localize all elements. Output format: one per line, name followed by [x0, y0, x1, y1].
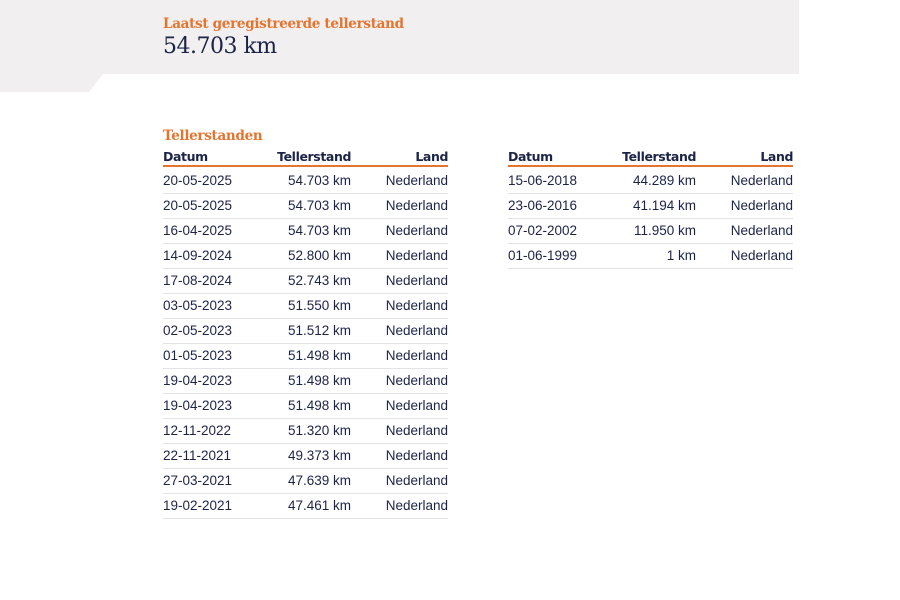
reading-odometer: 51.550 km [273, 294, 351, 319]
column-header-odometer: Tellerstand [618, 149, 696, 166]
reading-country: Nederland [351, 469, 448, 494]
table-row [163, 269, 448, 294]
reading-country: Nederland [696, 219, 793, 244]
column-header-date: Datum [508, 149, 618, 166]
reading-odometer: 52.743 km [273, 269, 351, 294]
last-reading-value: 54.703 km [163, 34, 277, 59]
column-header-date: Datum [163, 149, 273, 166]
table-row [508, 219, 793, 244]
reading-date: 07-02-2002 [508, 219, 618, 244]
reading-country: Nederland [351, 394, 448, 419]
table-row [508, 194, 793, 219]
reading-date: 19-04-2023 [163, 394, 273, 419]
table-row [163, 394, 448, 419]
reading-odometer: 51.512 km [273, 319, 351, 344]
reading-odometer: 54.703 km [273, 194, 351, 219]
table-row [163, 419, 448, 444]
reading-country: Nederland [351, 369, 448, 394]
reading-country: Nederland [351, 244, 448, 269]
reading-odometer: 52.800 km [273, 244, 351, 269]
reading-country: Nederland [696, 244, 793, 269]
table-header-row [163, 149, 448, 166]
reading-odometer: 54.703 km [273, 219, 351, 244]
reading-country: Nederland [351, 344, 448, 369]
table-row [163, 444, 448, 469]
reading-odometer: 51.498 km [273, 344, 351, 369]
table-row [163, 319, 448, 344]
reading-date: 20-05-2025 [163, 194, 273, 219]
reading-date: 23-06-2016 [508, 194, 618, 219]
reading-country: Nederland [351, 194, 448, 219]
reading-country: Nederland [696, 194, 793, 219]
reading-odometer: 49.373 km [273, 444, 351, 469]
table-row [163, 469, 448, 494]
column-header-country: Land [696, 149, 793, 166]
reading-country: Nederland [351, 319, 448, 344]
reading-date: 22-11-2021 [163, 444, 273, 469]
readings-title: Tellerstanden [163, 128, 263, 144]
readings-table-right [508, 149, 793, 269]
reading-odometer: 47.639 km [273, 469, 351, 494]
reading-date: 02-05-2023 [163, 319, 273, 344]
reading-country: Nederland [351, 269, 448, 294]
last-reading-label: Laatst geregistreerde tellerstand [163, 16, 404, 32]
summary-band [0, 0, 799, 92]
table-row [163, 194, 448, 219]
reading-country: Nederland [351, 419, 448, 444]
reading-odometer: 47.461 km [273, 494, 351, 519]
table-row [163, 344, 448, 369]
reading-date: 15-06-2018 [508, 166, 618, 194]
reading-country: Nederland [351, 294, 448, 319]
reading-odometer: 51.498 km [273, 394, 351, 419]
reading-country: Nederland [351, 166, 448, 194]
reading-country: Nederland [351, 219, 448, 244]
table-row [508, 244, 793, 269]
reading-date: 01-06-1999 [508, 244, 618, 269]
reading-country: Nederland [696, 166, 793, 194]
column-header-odometer: Tellerstand [273, 149, 351, 166]
table-row [163, 166, 448, 194]
reading-date: 01-05-2023 [163, 344, 273, 369]
reading-date: 19-04-2023 [163, 369, 273, 394]
reading-date: 03-05-2023 [163, 294, 273, 319]
table-row [163, 369, 448, 394]
table-row [163, 244, 448, 269]
reading-country: Nederland [351, 494, 448, 519]
table-header-row [508, 149, 793, 166]
table-row [163, 219, 448, 244]
table-row [163, 294, 448, 319]
column-header-country: Land [351, 149, 448, 166]
reading-odometer: 41.194 km [618, 194, 696, 219]
reading-odometer: 51.498 km [273, 369, 351, 394]
reading-date: 19-02-2021 [163, 494, 273, 519]
reading-odometer: 54.703 km [273, 166, 351, 194]
reading-odometer: 44.289 km [618, 166, 696, 194]
reading-date: 27-03-2021 [163, 469, 273, 494]
reading-odometer: 51.320 km [273, 419, 351, 444]
table-row [163, 494, 448, 519]
table-row [508, 166, 793, 194]
readings-table-left [163, 149, 448, 519]
reading-date: 12-11-2022 [163, 419, 273, 444]
reading-date: 16-04-2025 [163, 219, 273, 244]
reading-date: 14-09-2024 [163, 244, 273, 269]
reading-odometer: 11.950 km [618, 219, 696, 244]
reading-date: 20-05-2025 [163, 166, 273, 194]
reading-odometer: 1 km [618, 244, 696, 269]
reading-date: 17-08-2024 [163, 269, 273, 294]
reading-country: Nederland [351, 444, 448, 469]
